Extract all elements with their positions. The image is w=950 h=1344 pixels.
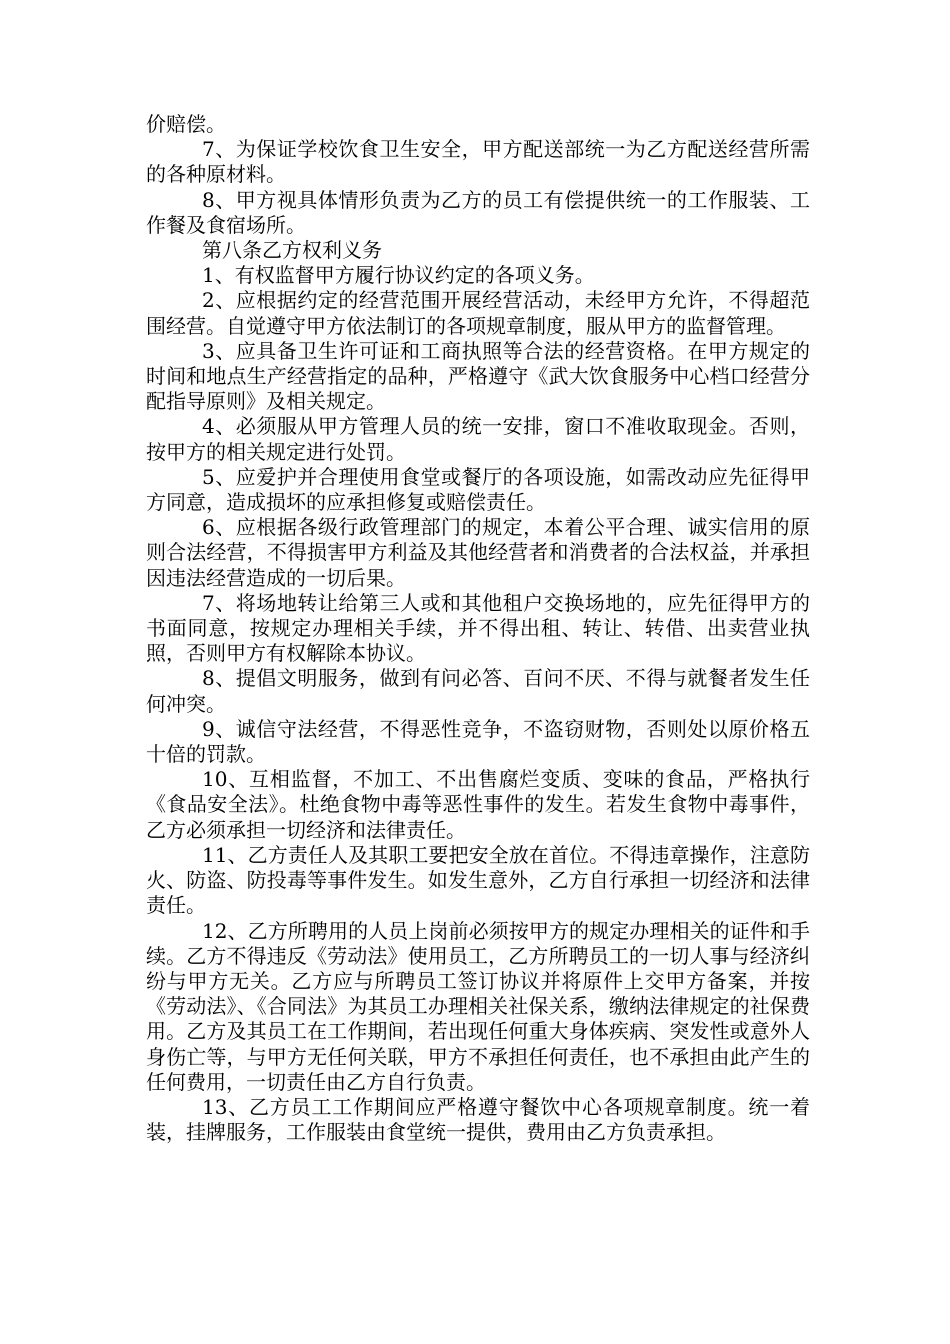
paragraph-yi-7: 7、将场地转让给第三人或和其他租户交换场地的，应先征得甲方的书面同意，按规定办理相关手续，并不得出租、转让、转借、出卖营业执照，否则甲方有权解除本协议。 (146, 590, 810, 666)
paragraph-yi-4: 4、必须服从甲方管理人员的统一安排，窗口不准收取现金。否则，按甲方的相关规定进行处罚。 (146, 414, 810, 464)
paragraph-yi-3: 3、应具备卫生许可证和工商执照等合法的经营资格。在甲方规定的时间和地点生产经营指定的品种，严格遵守《武大饮食服务中心档口经营分配指导原则》及相关规定。 (146, 338, 810, 414)
paragraph-yi-1: 1、有权监督甲方履行协议约定的各项义务。 (202, 263, 595, 288)
paragraph-yi-6: 6、应根据各级行政管理部门的规定，本着公平合理、诚实信用的原则合法经营，不得损害甲方利益及其他经营者和消费者的合法权益，并承担因违法经营造成的一切后果。 (146, 515, 810, 590)
paragraph-yi-11: 11、乙方责任人及其职工要把安全放在首位。不得违章操作，注意防火、防盗、防投毒等事件发生。如发生意外，乙方自行承担一切经济和法律责任。 (146, 842, 810, 918)
paragraph-yi-5: 5、应爱护并合理使用食堂或餐厅的各项设施，如需改动应先征得甲方同意，造成损坏的应承担修复或赔偿责任。 (146, 464, 810, 515)
paragraph-yi-2: 2、应根据约定的经营范围开展经营活动，未经甲方允许，不得超范围经营。自觉遵守甲方依法制订的各项规章制度，服从甲方的监督管理。 (146, 288, 810, 338)
paragraph-continuation: 价赔偿。 (146, 112, 226, 136)
article-8-heading: 第八条乙方权利义务 (202, 238, 382, 263)
paragraph-yi-12: 12、乙方所聘用的人员上岗前必须按甲方的规定办理相关的证件和手续。乙方不得违反《劳动法》使用员工，乙方所聘员工的一切人事与经济纠纷与甲方无关。乙方应与所聘员工签订协议并将原件上交甲方备案，并按《劳动法》、《合同法》为其员工办理相关社保关系，缴纳法律规定的社保费用。乙方及其员工在工作期间，若出现任何重大身体疾病、突发性或意外人身伤亡等，与甲方无任何关联，甲方不承担任何责任，也不承担由此产生的任何费用，一切责任由乙方自行负责。 (146, 918, 810, 1094)
paragraph-jia-7: 7、为保证学校饮食卫生安全，甲方配送部统一为乙方配送经营所需的各种原材料。 (146, 137, 810, 187)
paragraph-yi-10: 10、互相监督，不加工、不出售腐烂变质、变味的食品，严格执行《食品安全法》。杜绝食物中毒等恶性事件的发生。若发生食物中毒事件，乙方必须承担一切经济和法律责任。 (146, 767, 810, 842)
document-body (146, 112, 810, 1145)
paragraph-jia-8: 8、甲方视具体情形负责为乙方的员工有偿提供统一的工作服装、工作餐及食宿场所。 (146, 187, 810, 237)
paragraph-yi-8: 8、提倡文明服务，做到有问必答、百问不厌、不得与就餐者发生任何冲突。 (146, 666, 810, 716)
paragraph-yi-13: 13、乙方员工工作期间应严格遵守餐饮中心各项规章制度。统一着装，挂牌服务，工作服装由食堂统一提供，费用由乙方负责承担。 (146, 1094, 810, 1145)
paragraph-yi-9: 9、诚信守法经营，不得恶性竞争，不盗窃财物，否则处以原价格五十倍的罚款。 (146, 716, 810, 767)
